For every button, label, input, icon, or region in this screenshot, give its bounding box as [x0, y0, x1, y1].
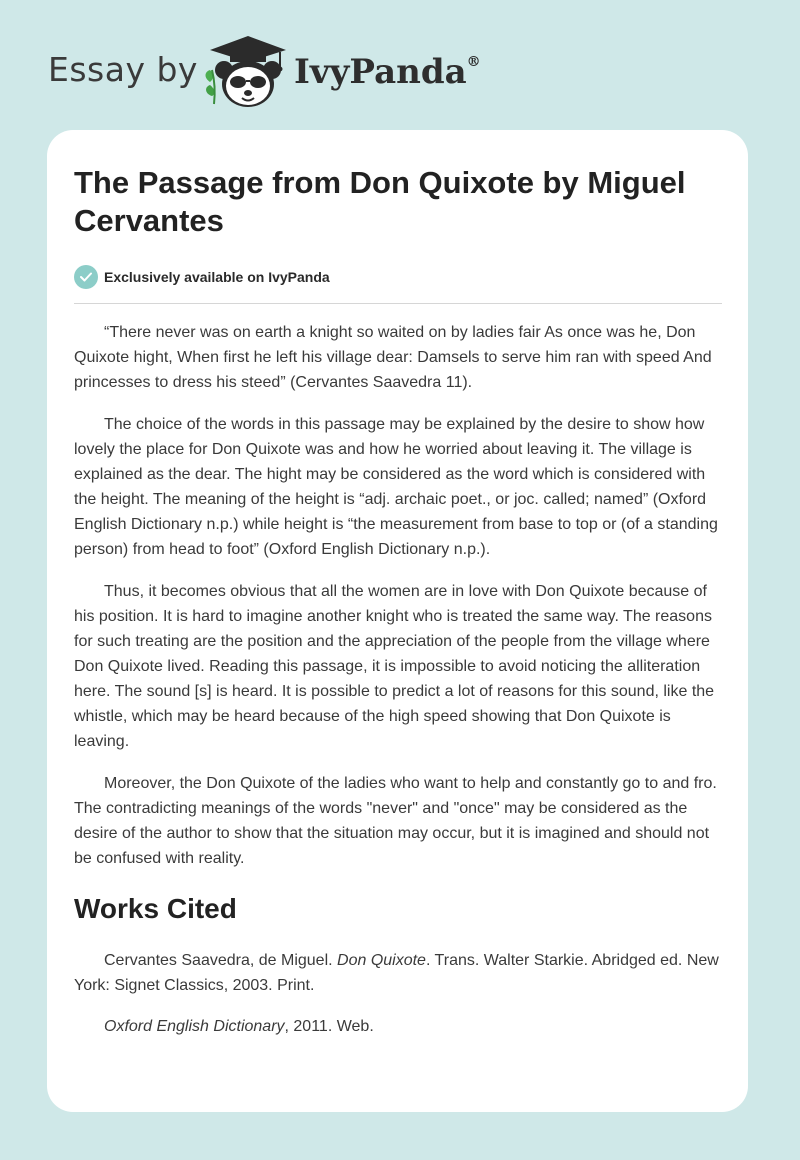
works-cited-heading: Works Cited — [74, 893, 237, 924]
essay-card — [47, 130, 748, 1112]
exclusive-notice — [74, 264, 330, 290]
check-icon — [74, 265, 98, 289]
exclusive-label: Exclusively available on IvyPanda — [104, 269, 330, 285]
paragraph: Moreover, the Don Quixote of the ladies who want to help and constantly go to and fro. The contradicting meanings of the words "never" and "once" may be considered as the desire of the author to show that the situation may occur, but it is imagined and should not be confused with reality. — [74, 775, 717, 867]
brand-prefix: Essay by — [48, 50, 198, 89]
paragraph: The choice of the words in this passage may be explained by the desire to show how lovely the place for Don Quixote was and how he worried about leaving it. The village is explained as the dear. The hight may be considered as the word which is considered with the height. The meaning of the height is “adj. archaic poet., or joc. called; named” (Oxford English Dictionary n.p.) while height is “the measurement from base to top or (of a standing person) from head to foot” (Oxford English Dictionary n.p.). — [74, 416, 718, 558]
paragraph: Thus, it becomes obvious that all the women are in love with Don Quixote because of his position. It is hard to imagine another knight who is treated the same way. The reasons for such treating are the position and the appreciation of the people from the village where Don Quixote lived. Reading this passage, it is impossible to avoid noticing the alliteration here. The sound [s] is heard. It is possible to predict a lot of reasons for this sound, like the whistle, which may be heard because of the high speed showing that Don Quixote is leaving. — [74, 583, 715, 750]
divider — [74, 303, 722, 304]
essay-body — [74, 320, 722, 1055]
paragraph: “There never was on earth a knight so waited on by ladies fair As once was he, Don Quixote hight, When first he left his village dear: Damsels to serve him ran with speed And princesses to dress his steed” (Cervantes Saavedra 11). — [74, 324, 712, 391]
brand-name: IvyPanda® — [294, 52, 481, 92]
citation: Cervantes Saavedra, de Miguel. Don Quixote. Trans. Walter Starkie. Abridged ed. New York: Signet Classics, 2003. Print. — [74, 952, 719, 994]
citation: Oxford English Dictionary, 2011. Web. — [104, 1018, 374, 1035]
essay-title: The Passage from Don Quixote by Miguel Cervantes — [74, 165, 686, 238]
panda-graduate-logo-icon — [200, 34, 296, 110]
site-header — [0, 0, 800, 130]
